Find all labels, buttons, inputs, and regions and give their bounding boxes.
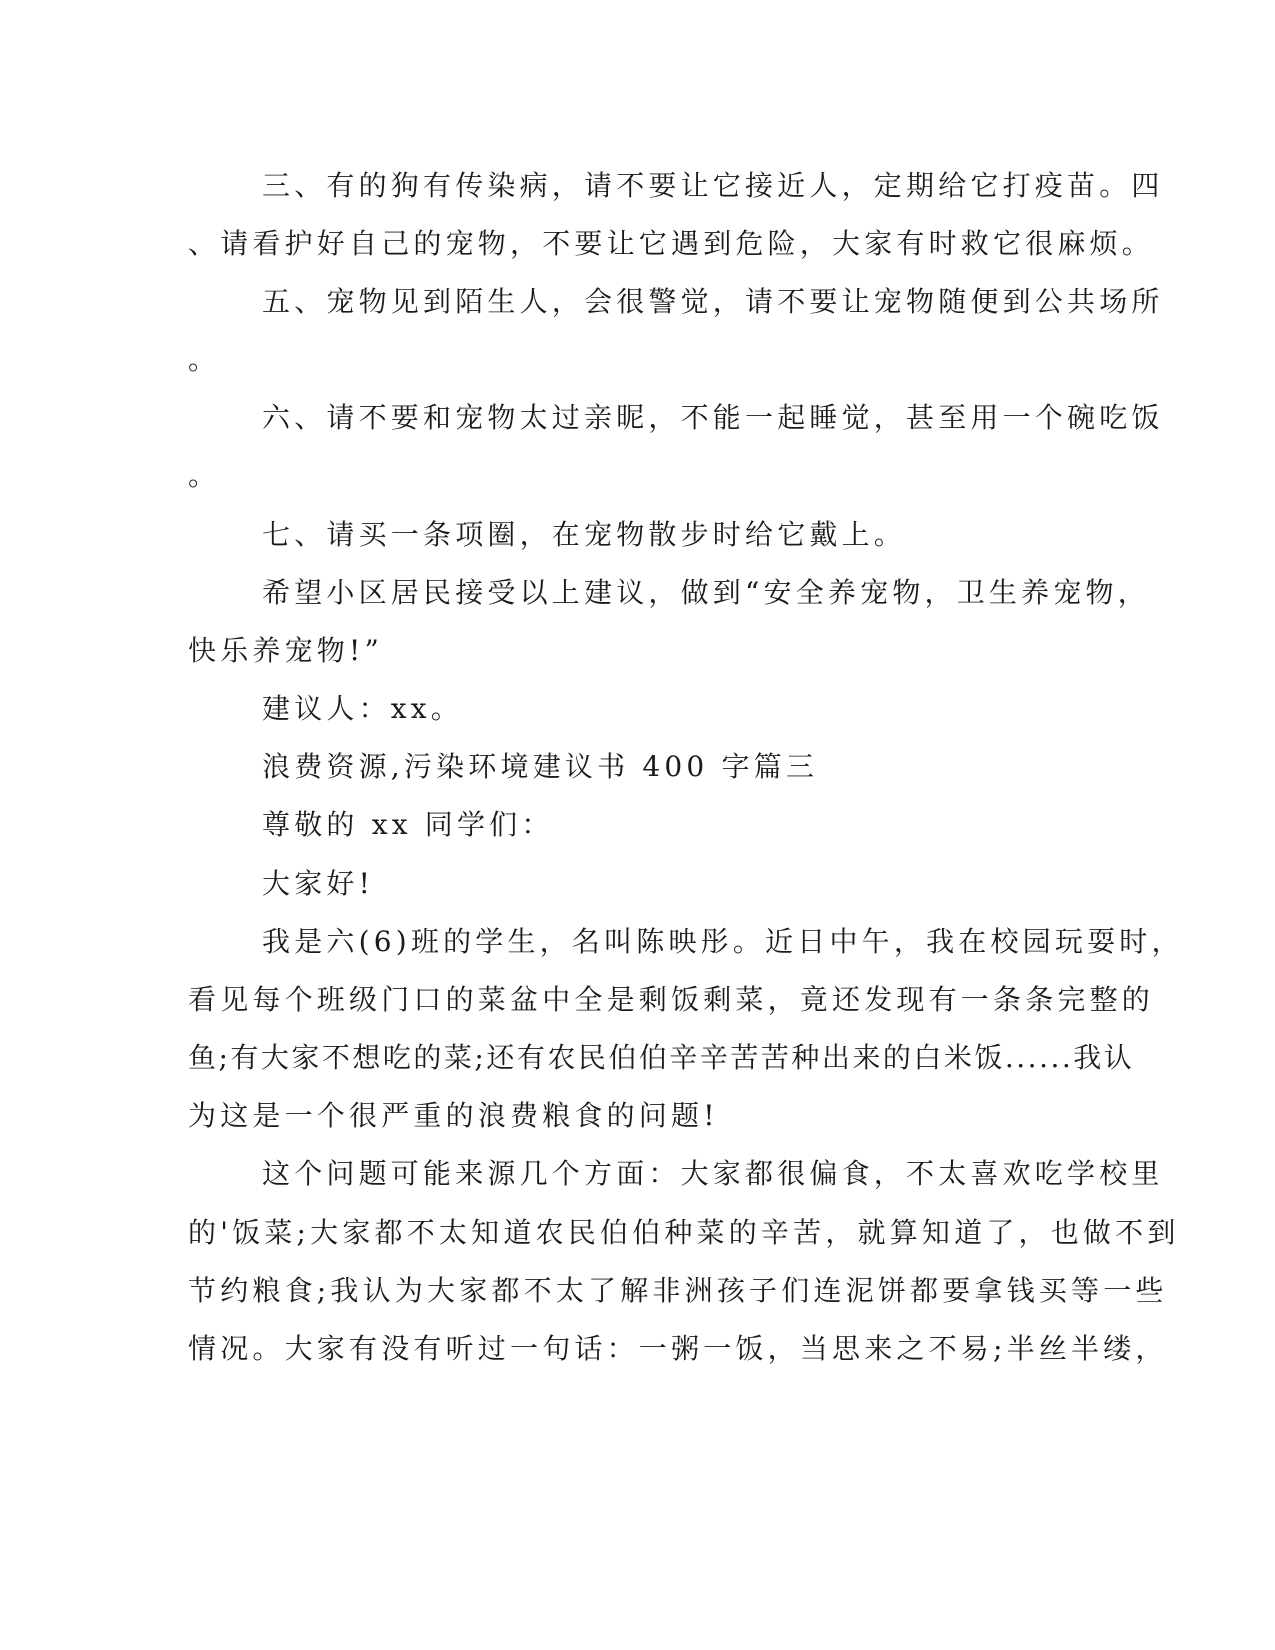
text-line: 的'饭菜;大家都不太知道农民伯伯种菜的辛苦，就算知道了，也做不到 — [188, 1216, 1180, 1249]
text-line: 希望小区居民接受以上建议，做到“安全养宠物，卫生养宠物， — [262, 576, 1150, 609]
salutation: 尊敬的 xx 同学们： — [262, 808, 554, 841]
text-line: 六、请不要和宠物太过亲昵，不能一起睡觉，甚至用一个碗吃饭 — [262, 401, 1164, 434]
text-line: 快乐养宠物!” — [188, 634, 383, 667]
text-line: 节约粮食;我认为大家都不太了解非洲孩子们连泥饼都要拿钱买等一些 — [188, 1274, 1168, 1307]
text-line: 。 — [188, 343, 221, 376]
text-line: 三、有的狗有传染病，请不要让它接近人，定期给它打疫苗。四 — [262, 169, 1164, 202]
text-line: 鱼;有大家不想吃的菜;还有农民伯伯辛辛苦苦种出来的白米饭......我认 — [188, 1041, 1135, 1074]
text-line: 这个问题可能来源几个方面：大家都很偏食，不太喜欢吃学校里 — [262, 1157, 1164, 1190]
text-line: 情况。大家有没有听过一句话：一粥一饭，当思来之不易;半丝半缕， — [188, 1332, 1168, 1365]
signature-line: 建议人：xx。 — [262, 692, 463, 725]
greeting: 大家好! — [262, 867, 375, 900]
text-line: 看见每个班级门口的菜盆中全是剩饭剩菜，竟还发现有一条条完整的 — [188, 983, 1155, 1016]
text-line: 、请看护好自己的宠物，不要让它遇到危险，大家有时救它很麻烦。 — [188, 227, 1155, 260]
text-line: 。 — [188, 459, 221, 492]
text-line: 七、请买一条项圈，在宠物散步时给它戴上。 — [262, 518, 907, 551]
text-line: 我是六(6)班的学生，名叫陈映彤。近日中午，我在校园玩耍时， — [262, 925, 1184, 958]
text-line: 为这是一个很严重的浪费粮食的问题! — [188, 1099, 719, 1132]
section-title: 浪费资源,污染环境建议书 400 字篇三 — [262, 750, 819, 783]
text-line: 五、宠物见到陌生人，会很警觉，请不要让宠物随便到公共场所 — [262, 285, 1164, 318]
